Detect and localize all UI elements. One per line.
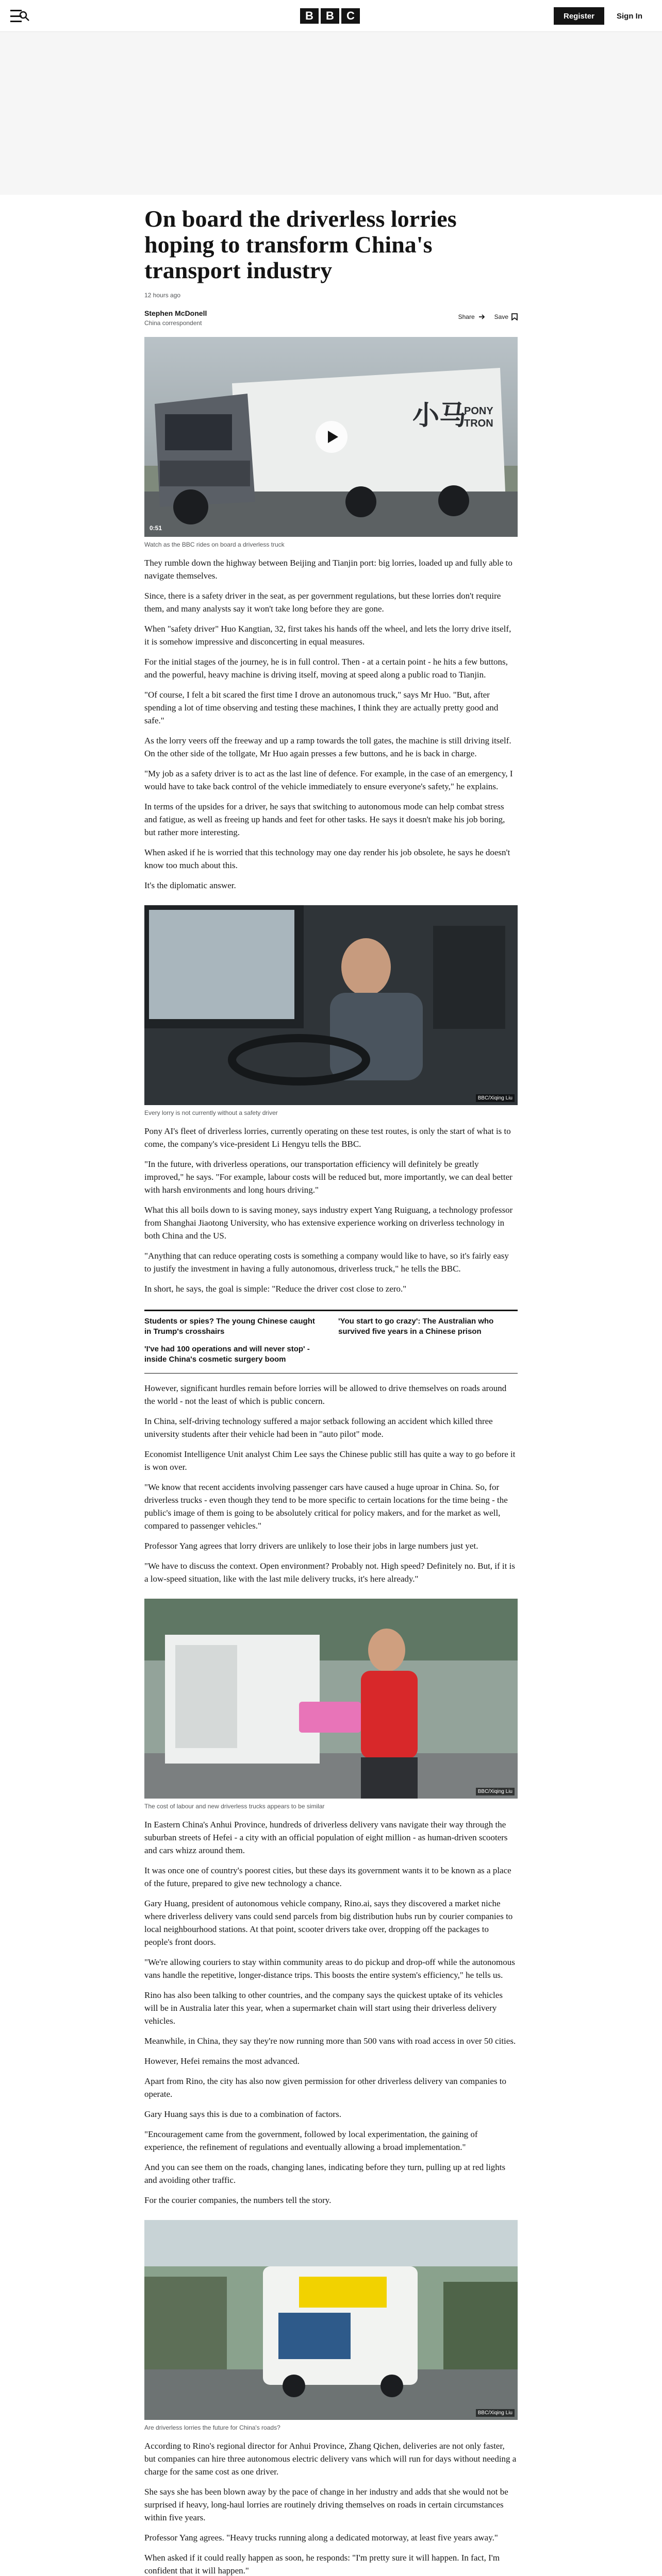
paragraph: When asked if he is worried that this technology may one day render his job obsolete, he says he doesn't know too much about this. xyxy=(144,848,510,870)
paragraph: According to Rino's regional director for Anhui Province, Zhang Qichen, deliveries are not only faster, but companies can hire three autonomous electric delivery vans which will run for days without needing a charge for the same cost as one driver. xyxy=(144,2441,517,2477)
play-icon xyxy=(328,431,338,443)
paragraph: Rino has also been talking to other countries, and the company says the quickest uptake of its vehicles will be in Australia later this year, when a supermarket chain will start using their driverless delivery vehicles. xyxy=(144,1990,503,2026)
paragraph: What this all boils down to is saving money, says industry expert Yang Ruiguang, a technology professor from Shanghai Jiaotong University, who has extensive experience working on driverless technology in both China and the US. xyxy=(144,1205,513,1241)
paragraph: Pony AI's fleet of driverless lorries, currently operating on these test routes, is only the start of what is to come, the company's vice-president Li Hengyu tells the BBC. xyxy=(144,1126,511,1149)
sign-in-link[interactable]: Sign In xyxy=(617,11,642,21)
author-name: Stephen McDonell xyxy=(144,309,207,317)
paragraph: In Eastern China's Anhui Province, hundreds of driverless delivery vans navigate their way through the suburban streets of Hefei - a city with an official population of eight million - as human-driven scooters and cars whizz around them. xyxy=(144,1820,508,1855)
photo-credit: BBC/Xiqing Liu xyxy=(476,2409,515,2417)
byline xyxy=(144,309,518,330)
paragraph: When asked if it could really happen as soon, he responds: "I'm pretty sure it will happen. In fact, I'm confident that it will happen." xyxy=(144,2553,500,2575)
paragraph: Economist Intelligence Unit analyst Chim Lee says the Chinese public still has quite a way to go before it is won over. xyxy=(144,1449,516,1472)
paragraph: "Encouragement came from the government, followed by local experimentation, the gaining of experience, the refinement of regulations and eventually allowing a broad implementation." xyxy=(144,2129,478,2152)
video-duration: 0:51 xyxy=(150,524,162,532)
site-header xyxy=(0,0,662,32)
page-title: On board the driverless lorries hoping to transform China's transport industry xyxy=(144,206,457,283)
paragraph: Apart from Rino, the city has also now given permission for other driverless delivery van companies to operate. xyxy=(144,2076,507,2099)
paragraph: For the initial stages of the journey, he is in full control. Then - at a certain point - he hits a few buttons, and the powerful, heavy machine is driving itself, moving at speed along a public road to Tianjin. xyxy=(144,657,508,680)
author-role: China correspondent xyxy=(144,319,202,327)
svg-text:小马: 小马 xyxy=(412,401,467,431)
article-actions xyxy=(458,313,518,320)
logo-letter: B xyxy=(321,8,339,24)
autonomous-van-street-photo xyxy=(144,2220,518,2420)
photo-caption: The cost of labour and new driverless trucks appears to be similar xyxy=(144,1803,325,1810)
bbc-logo[interactable] xyxy=(300,8,360,24)
svg-text:PONY: PONY xyxy=(464,405,493,417)
article-body-3 xyxy=(144,1382,518,1585)
paragraph: Gary Huang says this is due to a combination of factors. xyxy=(144,2109,341,2119)
svg-text:TRON: TRON xyxy=(464,418,493,429)
article-body-1 xyxy=(144,556,518,892)
paragraph: "My job as a safety driver is to act as the last line of defence. For example, in the case of an emergency, I would have to take back control of the vehicle immediately to ensure everyone's safety," he explains. xyxy=(144,769,513,791)
related-story-link[interactable]: Students or spies? The young Chinese caught in Trump's crosshairs xyxy=(144,1317,315,1336)
related-stories xyxy=(144,1310,518,1374)
search-icon[interactable] xyxy=(19,10,30,22)
paragraph: And you can see them on the roads, changing lanes, indicating before they turn, pulling up at red lights and avoiding other traffic. xyxy=(144,2162,506,2185)
timestamp: 12 hours ago xyxy=(144,292,181,299)
share-button[interactable] xyxy=(458,313,485,320)
photo-figure xyxy=(144,2220,518,2420)
play-button[interactable] xyxy=(316,421,347,453)
photo-figure xyxy=(144,905,518,1105)
paragraph: "In the future, with driverless operations, our transportation efficiency will definitely be greatly improved," he says. "For example, labour costs will be reduced but, more importantly, we can deal better with harsh environments and long hours driving." xyxy=(144,1159,512,1195)
paragraph: It was once one of country's poorest cities, but these days its government wants it to be known as a place of the future, prepared to give new technology a chance. xyxy=(144,1866,511,1888)
paragraph: Since, there is a safety driver in the seat, as per government regulations, but these lorries don't require them, and many analysts say it won't take long before they are gone. xyxy=(144,591,501,614)
paragraph: They rumble down the highway between Beijing and Tianjin port: big lorries, loaded up and fully able to navigate themselves. xyxy=(144,558,512,581)
paragraph: As the lorry veers off the freeway and up a ramp towards the toll gates, the machine is still driving itself. On the other side of the tollgate, Mr Huo again presses a few buttons, and he is back in charge. xyxy=(144,736,511,758)
video-player[interactable] xyxy=(144,337,518,537)
paragraph: She says she has been blown away by the pace of change in her industry and adds that she would not be surprised if heavy, long-haul lorries are routinely driving themselves on roads in certain circumstances within five years. xyxy=(144,2487,508,2522)
logo-letter: B xyxy=(300,8,319,24)
paragraph: "We have to discuss the context. Open environment? Probably not. High speed? Definitely no. But, if it is a low-speed situation, like with the last mile delivery trucks, it's here already." xyxy=(144,1561,515,1584)
paragraph: "Anything that can reduce operating costs is something a company would like to have, so it's fairly easy to justify the investment in having a fully autonomous, driverless truck," he tells the BBC. xyxy=(144,1251,509,1274)
paragraph: Professor Yang agrees. "Heavy trucks running along a dedicated motorway, at least five years away." xyxy=(144,2533,498,2543)
delivery-van-photo xyxy=(144,1599,518,1799)
article-body-5 xyxy=(144,2439,518,2576)
advert-placeholder xyxy=(0,32,662,195)
paragraph: For the courier companies, the numbers tell the story. xyxy=(144,2195,332,2205)
save-button[interactable] xyxy=(494,313,518,320)
share-icon xyxy=(478,313,485,320)
paragraph: Meanwhile, in China, they say they're now running more than 500 vans with road access in over 50 cities. xyxy=(144,2036,516,2046)
related-story-link[interactable]: 'I've had 100 operations and will never stop' - inside China's cosmetic surgery boom xyxy=(144,1345,310,1364)
photo-caption: Are driverless lorries the future for China's roads? xyxy=(144,2424,280,2431)
paragraph: "We know that recent accidents involving passenger cars have caused a huge uproar in China. So, for driverless trucks - even though they tend to be more specific to certain locations for the time being - the public's image of them is going to be absolutely critical for policy makers, and for the market as well, compared to passenger vehicles." xyxy=(144,1482,508,1531)
paragraph: However, Hefei remains the most advanced. xyxy=(144,2056,300,2066)
video-caption: Watch as the BBC rides on board a driverless truck xyxy=(144,541,285,548)
photo-figure xyxy=(144,1599,518,1799)
paragraph: Professor Yang agrees that lorry drivers are unlikely to lose their jobs in large numbers just yet. xyxy=(144,1541,478,1551)
paragraph: In short, he says, the goal is simple: "Reduce the driver cost close to zero." xyxy=(144,1284,407,1294)
logo-letter: C xyxy=(341,8,360,24)
cab-interior-photo xyxy=(144,905,518,1105)
related-story-link[interactable]: 'You start to go crazy': The Australian who survived five years in a Chinese prison xyxy=(338,1317,494,1336)
paragraph: Gary Huang, president of autonomous vehicle company, Rino.ai, says they discovered a market niche where driverless delivery vans could send parcels from big distribution hubs run by courier companies to local neighbourhood stations. At that point, scooter drivers take over, dropping off the packages to people's front doors. xyxy=(144,1899,513,1947)
paragraph: However, significant hurdles remain before lorries will be allowed to drive themselves on roads around the world - not the least of which is public concern. xyxy=(144,1383,507,1406)
paragraph: "Of course, I felt a bit scared the first time I drove an autonomous truck," says Mr Huo. "But, after spending a lot of time observing and testing these machines, I think they are actually pretty good and safe." xyxy=(144,690,499,725)
paragraph: It's the diplomatic answer. xyxy=(144,880,236,890)
register-button[interactable]: Register xyxy=(554,7,604,25)
article-body-2 xyxy=(144,1125,518,1295)
paragraph: In China, self-driving technology suffered a major setback following an accident which killed three university students after their vehicle had been in "auto pilot" mode. xyxy=(144,1416,493,1439)
paragraph: When "safety driver" Huo Kangtian, 32, first takes his hands off the wheel, and lets the lorry drive itself, it is somehow impressive and disconcerting in equal measures. xyxy=(144,624,511,647)
paragraph: In terms of the upsides for a driver, he says that switching to autonomous mode can help combat stress and fatigue, as well as freeing up hands and feet for other tasks. He says it doesn't make his job boring, but rather more interesting. xyxy=(144,802,505,837)
save-label: Save xyxy=(494,313,508,320)
bookmark-icon xyxy=(511,313,518,320)
photo-caption: Every lorry is not currently without a safety driver xyxy=(144,1109,278,1116)
share-label: Share xyxy=(458,313,475,320)
photo-credit: BBC/Xiqing Liu xyxy=(476,1788,515,1795)
article-body-4 xyxy=(144,1818,518,2207)
article xyxy=(144,206,518,2576)
paragraph: "We're allowing couriers to stay within community areas to do pickup and drop-off while the autonomous vans handle the repetitive, longer-distance trips. This boosts the entire system's efficiency," he tells us. xyxy=(144,1957,515,1980)
photo-credit: BBC/Xiqing Liu xyxy=(476,1094,515,1102)
